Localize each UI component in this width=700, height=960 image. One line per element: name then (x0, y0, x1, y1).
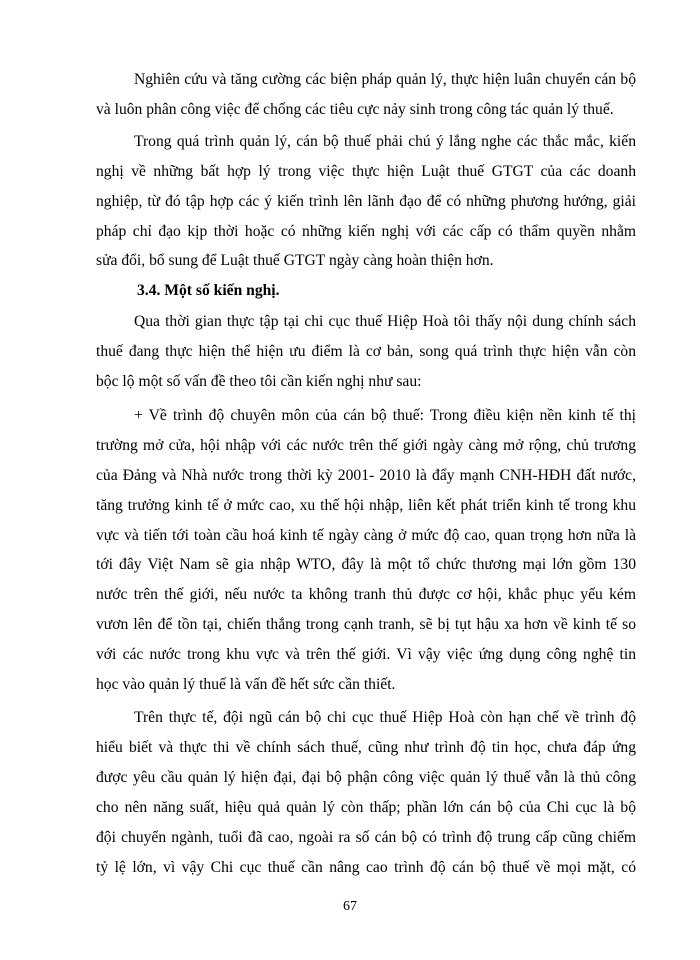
text-line: nước trên thế giới, nếu nước ta không tranh thủ được cơ hội, khắc phục yếu kém (96, 586, 636, 603)
text-line: nghị về những bất hợp lý trong việc thực hiện Luật thuế GTGT của các doanh (96, 163, 636, 180)
text-line: đội chuyển ngành, tuổi đã cao, ngoài ra số cán bộ có trình độ trung cấp cũng chiếm (96, 829, 636, 846)
text-line: tới đây Việt Nam sẽ gia nhập WTO, đây là một tổ chức thương mại lớn gồm 130 (96, 556, 636, 573)
text-line: pháp chỉ đạo kịp thời hoặc có những kiến nghị với các cấp có thẩm quyền nhằm (96, 223, 636, 240)
text-line: hiểu biết và thực thi về chính sách thuế, cũng như trình độ tin học, chưa đáp ứng (96, 739, 636, 756)
text-line: Trong quá trình quản lý, cán bộ thuế phải chú ý lắng nghe các thắc mắc, kiến (134, 133, 636, 150)
text-line: Qua thời gian thực tập tại chi cục thuế Hiệp Hoà tôi thấy nội dung chính sách (134, 313, 636, 330)
text-line: bộc lộ một số vấn đề theo tôi cần kiến nghị như sau: (96, 373, 422, 390)
text-line: Nghiên cứu và tăng cường các biện pháp quản lý, thực hiện luân chuyển cán bộ (134, 71, 636, 88)
text-line: sửa đổi, bổ sung để Luật thuế GTGT ngày càng hoàn thiện hơn. (96, 252, 494, 269)
text-line: nghiệp, từ đó tập hợp các ý kiến trình lên lãnh đạo để có những phương hướng, giải (96, 193, 636, 210)
text-line: với các nước trong khu vực và trên thế giới. Vì vậy việc ứng dụng công nghệ tin (96, 646, 636, 663)
text-line: + Về trình độ chuyên môn của cán bộ thuế: Trong điều kiện nền kinh tế thị (134, 407, 636, 424)
text-line: trường mở cửa, hội nhập với các nước trên thế giới ngày càng mở rộng, chủ trương (96, 437, 636, 454)
page-number: 67 (343, 899, 357, 914)
text-line: Trên thực tế, đội ngũ cán bộ chi cục thuế Hiệp Hoà còn hạn chế về trình độ (134, 709, 636, 726)
text-line: tỷ lệ lớn, vì vậy Chi cục thuế cần nâng cao trình độ cán bộ thuế về mọi mặt, có (96, 859, 636, 876)
text-line: cho nên năng suất, hiệu quả quản lý còn thấp; phần lớn cán bộ của Chi cục là bộ (96, 799, 636, 816)
text-line: được yêu cầu quản lý hiện đại, đại bộ phận công việc quản lý thuế vẫn là thủ công (96, 769, 636, 786)
section-heading: 3.4. Một số kiến nghị. (137, 282, 280, 299)
text-line: tăng trưởng kinh tế ở mức cao, xu thế hội nhập, liên kết phát triển kinh tế trong khu (96, 497, 636, 514)
text-line: thuế đang thực hiện thể hiện ưu điểm là cơ bản, song quá trình thực hiện vẫn còn (96, 343, 636, 360)
text-line: của Đảng và Nhà nước trong thời kỳ 2001- 2010 là đẩy mạnh CNH-HĐH đất nước, (96, 467, 636, 484)
text-line: vực và tiến tới toàn cầu hoá kinh tế ngày càng ở mức độ cao, quan trọng hơn nữa là (96, 527, 636, 544)
text-line: vươn lên để tồn tại, chiến thắng trong cạnh tranh, sẽ bị tụt hậu xa hơn về kinh tế so (96, 616, 636, 633)
text-line: và luôn phân công việc để chống các tiêu cực nảy sinh trong công tác quản lý thuế. (96, 101, 614, 118)
text-line: học vào quản lý thuế là vấn đề hết sức cần thiết. (96, 676, 396, 693)
